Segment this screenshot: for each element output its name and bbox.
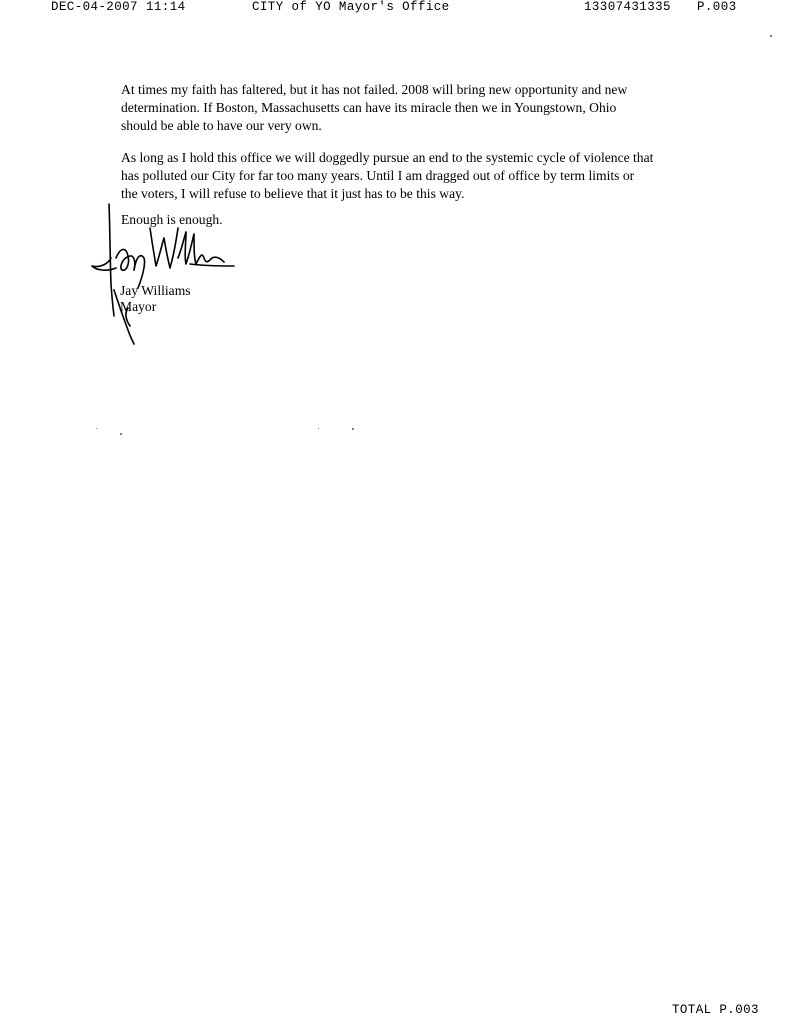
fax-phone-number: 13307431335 [584, 0, 671, 14]
signer-title: Mayor [120, 299, 157, 314]
text-line: has polluted our City for far too many years. Until I am dragged out of office by term limits or [121, 168, 635, 183]
text-line: the voters, I will refuse to believe that it just has to be this way. [121, 186, 465, 201]
scan-speck [352, 428, 354, 430]
signer-name: Jay Williams [120, 283, 191, 298]
letter-paragraph-1 [121, 81, 701, 135]
letter-paragraph-2 [121, 149, 701, 203]
scan-speck [770, 35, 772, 37]
scan-speck [96, 428, 97, 429]
fax-total-pages: TOTAL P.003 [672, 1003, 759, 1017]
text-line: As long as I hold this office we will doggedly pursue an end to the systemic cycle of violence that [121, 150, 654, 165]
fax-time: 11:14 [146, 0, 186, 14]
text-line: determination. If Boston, Massachusetts can have its miracle then we in Youngstown, Ohio [121, 100, 617, 115]
fax-sender: CITY of YO Mayor's Office [252, 0, 450, 14]
letter-closing: Enough is enough. [121, 212, 223, 227]
text-line: At times my faith has faltered, but it has not failed. 2008 will bring new opportunity and new [121, 82, 628, 97]
scan-speck [120, 433, 122, 435]
fax-page-number: P.003 [697, 0, 737, 14]
fax-date: DEC-04-2007 [51, 0, 138, 14]
handwritten-signature [86, 198, 246, 348]
scan-speck [318, 428, 319, 429]
text-line: should be able to have our very own. [121, 118, 322, 133]
fax-transmission-header [0, 0, 800, 16]
